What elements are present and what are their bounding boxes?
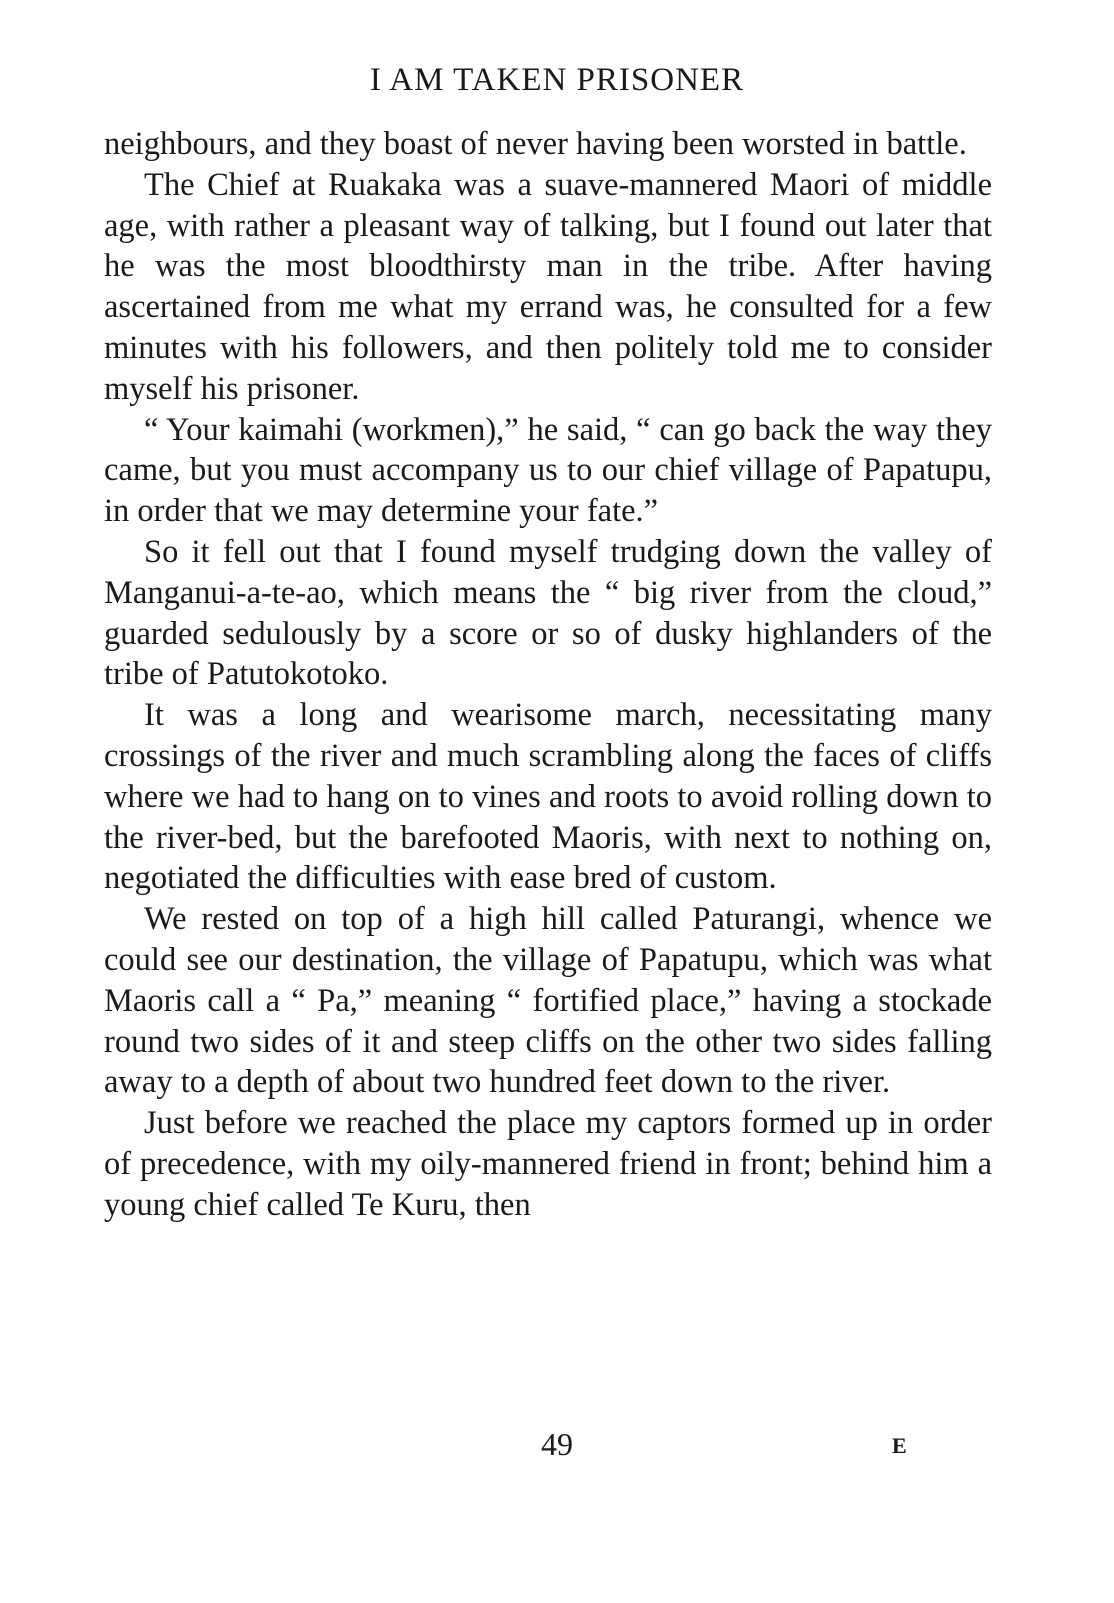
paragraph-1: neighbours, and they boast of never having been worsted in battle.	[104, 126, 967, 162]
paragraph-2: The Chief at Ruakaka was a suave-mannered Maori of middle age, with rather a pleasant way of talking, but I found out later that he was the most bloodthirsty man in the tribe. After having ascertained from me what my errand was, he consulted for a few minutes with his followers, and then politely told me to consider myself his prisoner.	[104, 166, 992, 407]
paragraph-6: We rested on top of a high hill called Paturangi, whence we could see our destination, the village of Papatupu, which was what Maoris call a “ Pa,” meaning “ fortified place,” having a stockade round two sides of it and steep cliffs on the other two sides falling away to a depth of about two hundred feet down to the river.	[104, 901, 992, 1101]
paragraph-7: Just before we reached the place my captors formed up in order of precedence, with my oily-mannered friend in front; behind him a young chief called Te Kuru, then	[104, 1105, 992, 1223]
paragraph-5: It was a long and wearisome march, necessitating many crossings of the river and much scrambling along the faces of cliffs where we had to hang on to vines and roots to avoid rolling down to the river-bed, but the barefooted Maoris, with next to nothing on, negotiated the difficulties with ease bred of custom.	[104, 697, 992, 897]
paragraph-3: “ Your kaimahi (workmen),” he said, “ can go back the way they came, but you must accompany us to our chief village of Papatupu, in order that we may determine your fate.”	[104, 411, 992, 530]
page-number: 49	[541, 1426, 573, 1462]
signature-mark: E	[892, 1433, 907, 1458]
paragraph-4: So it fell out that I found myself trudging down the valley of Manganui-a-te-ao, which means the “ big river from the cloud,” guarded sedulously by a score or so of dusky highlanders of the tribe of Patutokotoko.	[104, 533, 992, 693]
body-text	[104, 124, 992, 1226]
running-head: I AM TAKEN PRISONER	[369, 62, 745, 98]
